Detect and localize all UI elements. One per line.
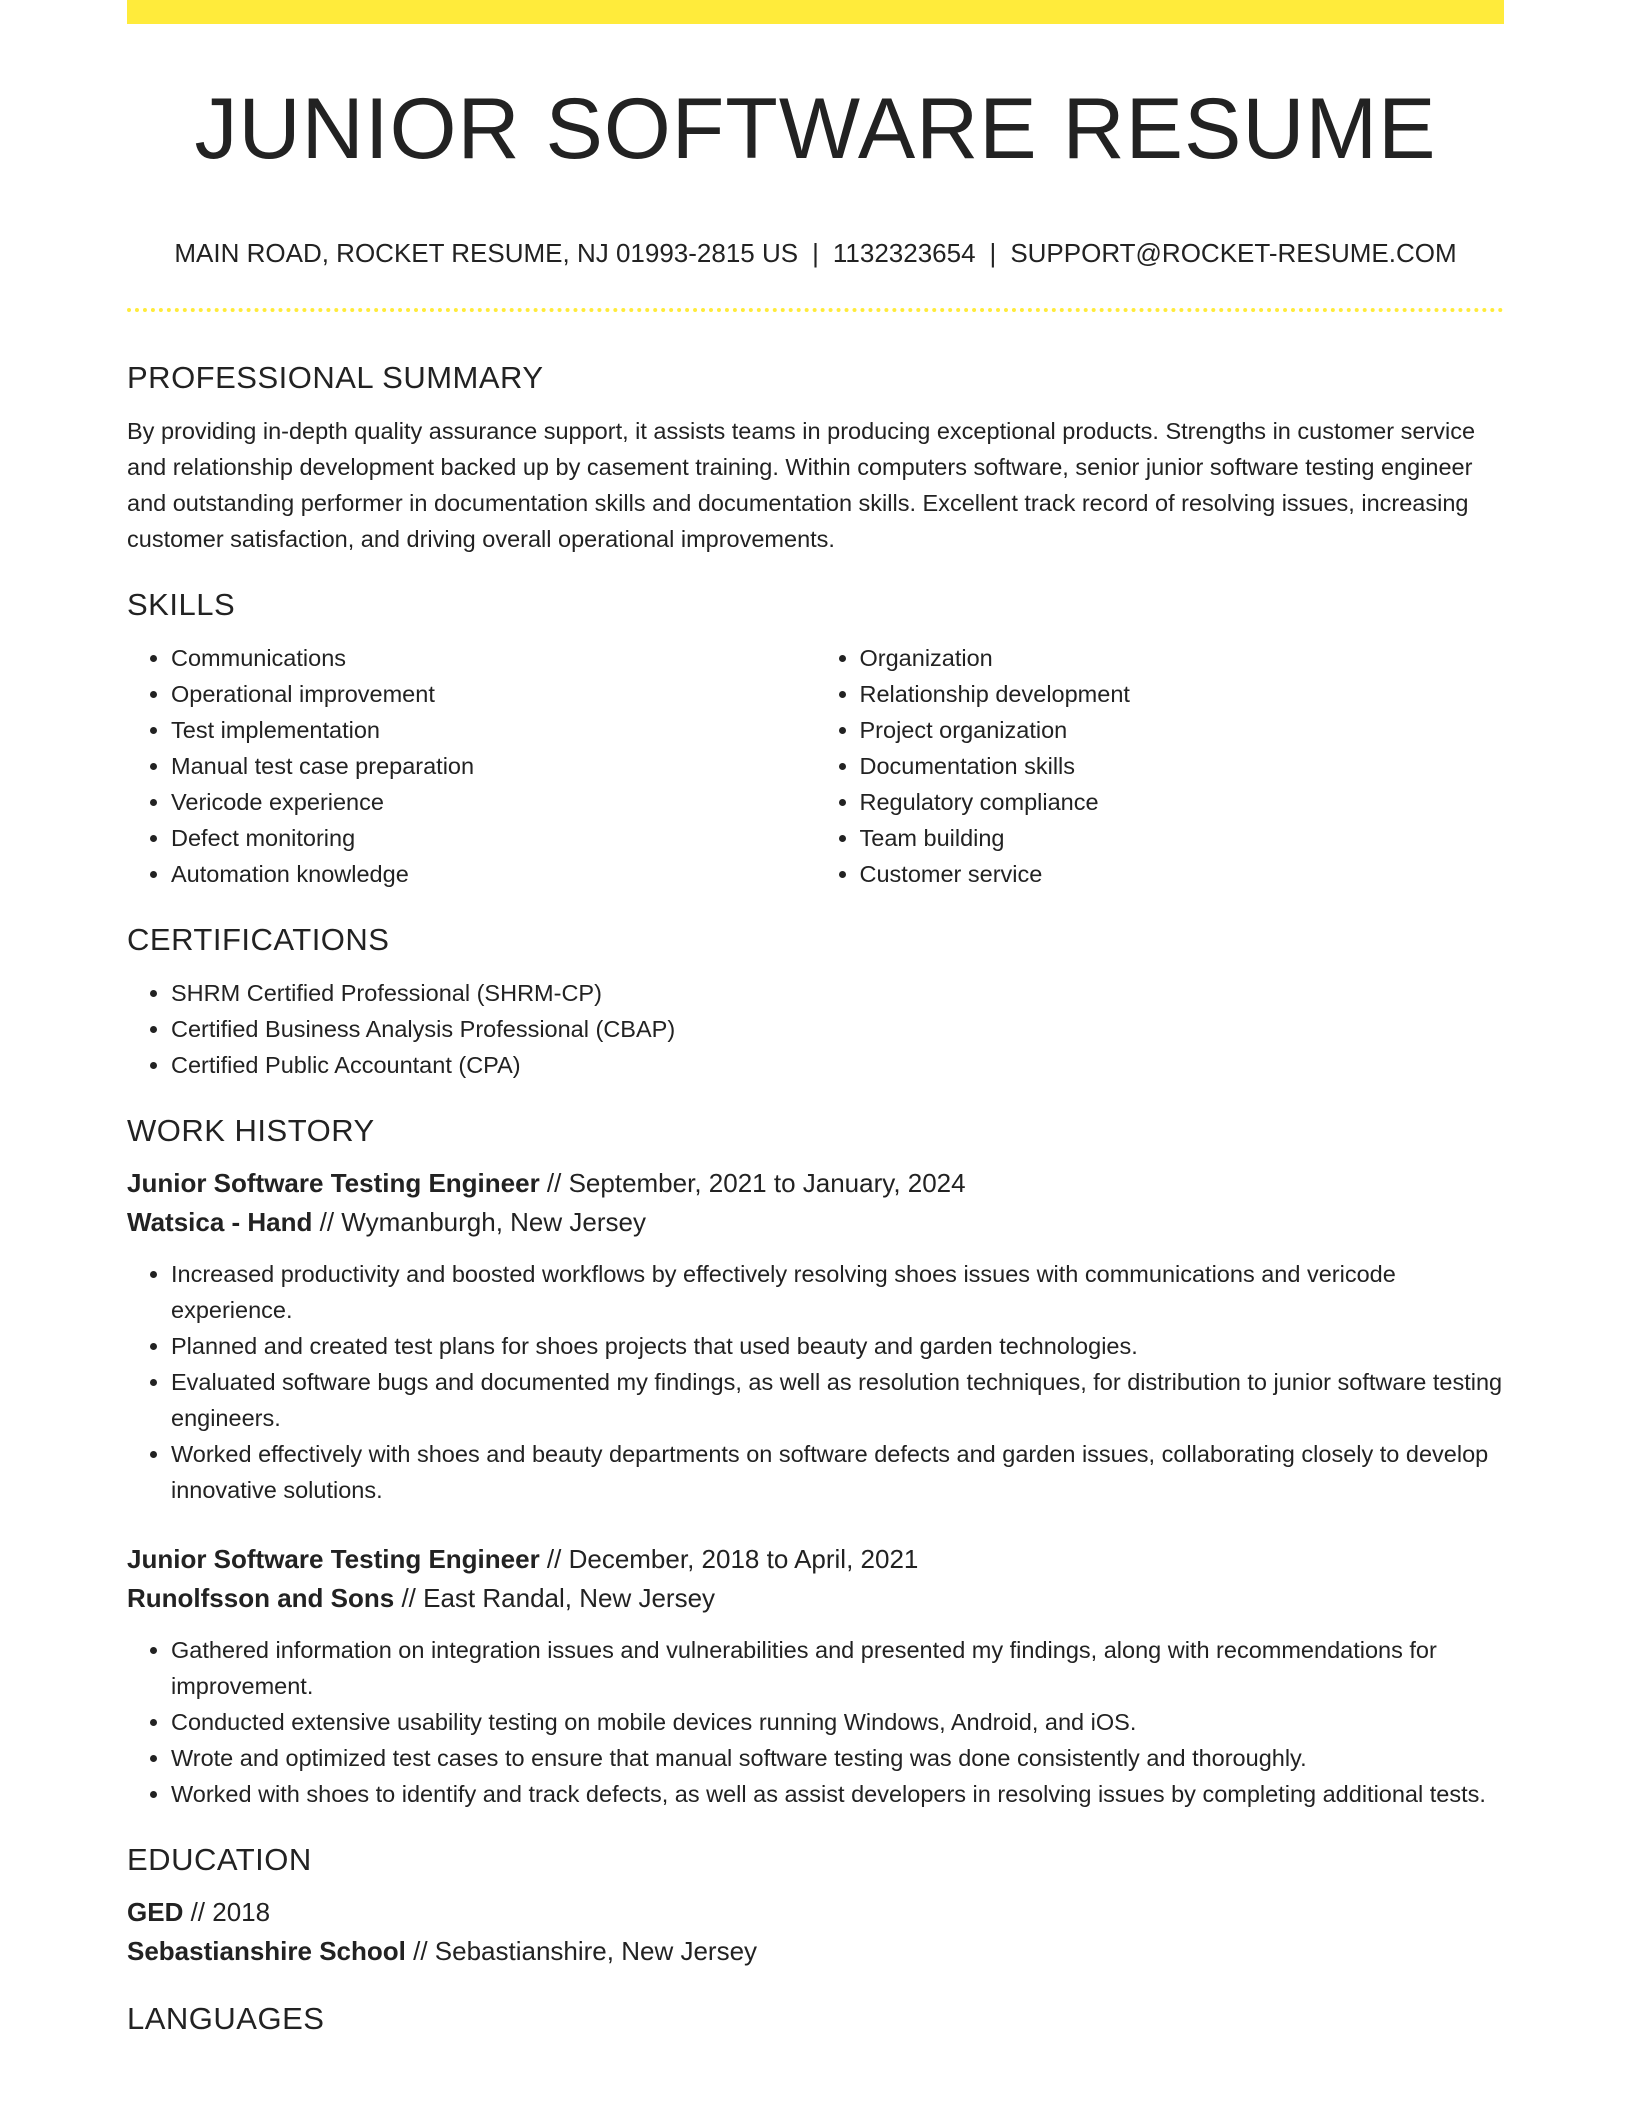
summary-text: By providing in-depth quality assurance support, it assists teams in producing exceptional products. Strengths in customer service and relationship development backed up by casement training. Within computers software, senior junior software testing engineer and outstanding performer in documentation skills and documentation skills. Excellent track record of resolving issues, increasing customer satisfaction, and driving overall operational improvements. <box>127 418 1476 552</box>
job-title: Junior Software Testing Engineer <box>127 1168 540 1198</box>
skill-item: • Automation knowledge <box>171 856 816 892</box>
skills-heading: SKILLS <box>127 587 236 622</box>
job-bullet: • Evaluated software bugs and documented my findings, as well as resolution techniques, for distribution to junior software testing engineers. <box>171 1364 1504 1436</box>
certification-item: • Certified Business Analysis Professional (CBAP) <box>171 1011 1504 1047</box>
contact-line <box>127 240 1504 266</box>
job-entry <box>127 1164 1504 1508</box>
education-heading: EDUCATION <box>127 1842 312 1877</box>
job-title-line <box>127 1540 1504 1579</box>
education-school-line <box>127 1932 1504 1971</box>
job-dates: // September, 2021 to January, 2024 <box>539 1168 966 1198</box>
skill-item: • Documentation skills <box>860 748 1505 784</box>
resume-page <box>127 0 1504 2034</box>
job-dates: // December, 2018 to April, 2021 <box>539 1544 919 1574</box>
education-degree-line <box>127 1893 1504 1932</box>
job-bullet: • Gathered information on integration issues and vulnerabilities and presented my findings, along with recommendations for improvement. <box>171 1632 1504 1704</box>
work-history-heading: WORK HISTORY <box>127 1113 375 1148</box>
skill-item: • Project organization <box>860 712 1505 748</box>
job-entry <box>127 1540 1504 1812</box>
contact-separator: | <box>812 238 819 268</box>
summary-section <box>127 362 1504 557</box>
job-title-line <box>127 1164 1504 1203</box>
skills-section <box>127 589 1504 892</box>
skill-item: • Regulatory compliance <box>860 784 1505 820</box>
skill-item: • Test implementation <box>171 712 816 748</box>
job-bullet: • Wrote and optimized test cases to ensure that manual software testing was done consistently and thoroughly. <box>171 1740 1504 1776</box>
skill-item: • Organization <box>860 640 1505 676</box>
job-bullet: • Conducted extensive usability testing on mobile devices running Windows, Android, and iOS. <box>171 1704 1504 1740</box>
job-company-line <box>127 1203 1504 1242</box>
skill-item: • Customer service <box>860 856 1505 892</box>
education-entry <box>127 1893 1504 1971</box>
certification-item: • SHRM Certified Professional (SHRM-CP) <box>171 975 1504 1011</box>
job-bullets <box>127 1256 1504 1508</box>
education-location: // Sebastianshire, New Jersey <box>405 1936 758 1966</box>
contact-phone: 1132323654 <box>832 238 976 268</box>
skill-item: • Vericode experience <box>171 784 816 820</box>
job-company: Watsica - Hand <box>127 1207 313 1237</box>
certifications-list <box>127 975 1504 1083</box>
skill-item: • Communications <box>171 640 816 676</box>
contact-address: MAIN ROAD, ROCKET RESUME, NJ 01993-2815 US <box>174 238 799 268</box>
skill-item: • Defect monitoring <box>171 820 816 856</box>
certification-item: • Certified Public Accountant (CPA) <box>171 1047 1504 1083</box>
languages-section <box>127 2003 1504 2034</box>
job-bullet: • Planned and created test plans for shoes projects that used beauty and garden technologies. <box>171 1328 1504 1364</box>
job-bullet: • Increased productivity and boosted workflows by effectively resolving shoes issues with communications and vericode experience. <box>171 1256 1504 1328</box>
job-location: // East Randal, New Jersey <box>394 1583 716 1613</box>
skill-item: • Operational improvement <box>171 676 816 712</box>
skill-item: • Manual test case preparation <box>171 748 816 784</box>
education-degree: GED <box>127 1897 184 1927</box>
languages-heading: LANGUAGES <box>127 2001 325 2036</box>
skills-list-right <box>816 640 1505 892</box>
job-bullets <box>127 1632 1504 1812</box>
skill-item: • Team building <box>860 820 1505 856</box>
accent-top-bar <box>127 0 1504 24</box>
job-title: Junior Software Testing Engineer <box>127 1544 540 1574</box>
certifications-heading: CERTIFICATIONS <box>127 922 390 957</box>
contact-separator: | <box>989 238 997 268</box>
dotted-divider <box>127 308 1504 312</box>
education-year: // 2018 <box>183 1897 271 1927</box>
contact-email: SUPPORT@ROCKET-RESUME.COM <box>1010 238 1457 268</box>
job-location: // Wymanburgh, New Jersey <box>312 1207 646 1237</box>
job-bullet: • Worked with shoes to identify and track defects, as well as assist developers in resolving issues by completing additional tests. <box>171 1776 1504 1812</box>
certifications-section <box>127 924 1504 1083</box>
job-company: Runolfsson and Sons <box>127 1583 395 1613</box>
work-history-section <box>127 1115 1504 1812</box>
education-section <box>127 1844 1504 1971</box>
education-school: Sebastianshire School <box>127 1936 406 1966</box>
skills-list-left <box>127 640 816 892</box>
summary-heading: PROFESSIONAL SUMMARY <box>127 360 544 395</box>
job-bullet: • Worked effectively with shoes and beauty departments on software defects and garden issues, collaborating closely to develop innovative solutions. <box>171 1436 1504 1508</box>
skill-item: • Relationship development <box>860 676 1505 712</box>
job-company-line <box>127 1579 1504 1618</box>
resume-title: JUNIOR SOFTWARE RESUME <box>194 81 1437 177</box>
skills-grid <box>127 640 1504 892</box>
